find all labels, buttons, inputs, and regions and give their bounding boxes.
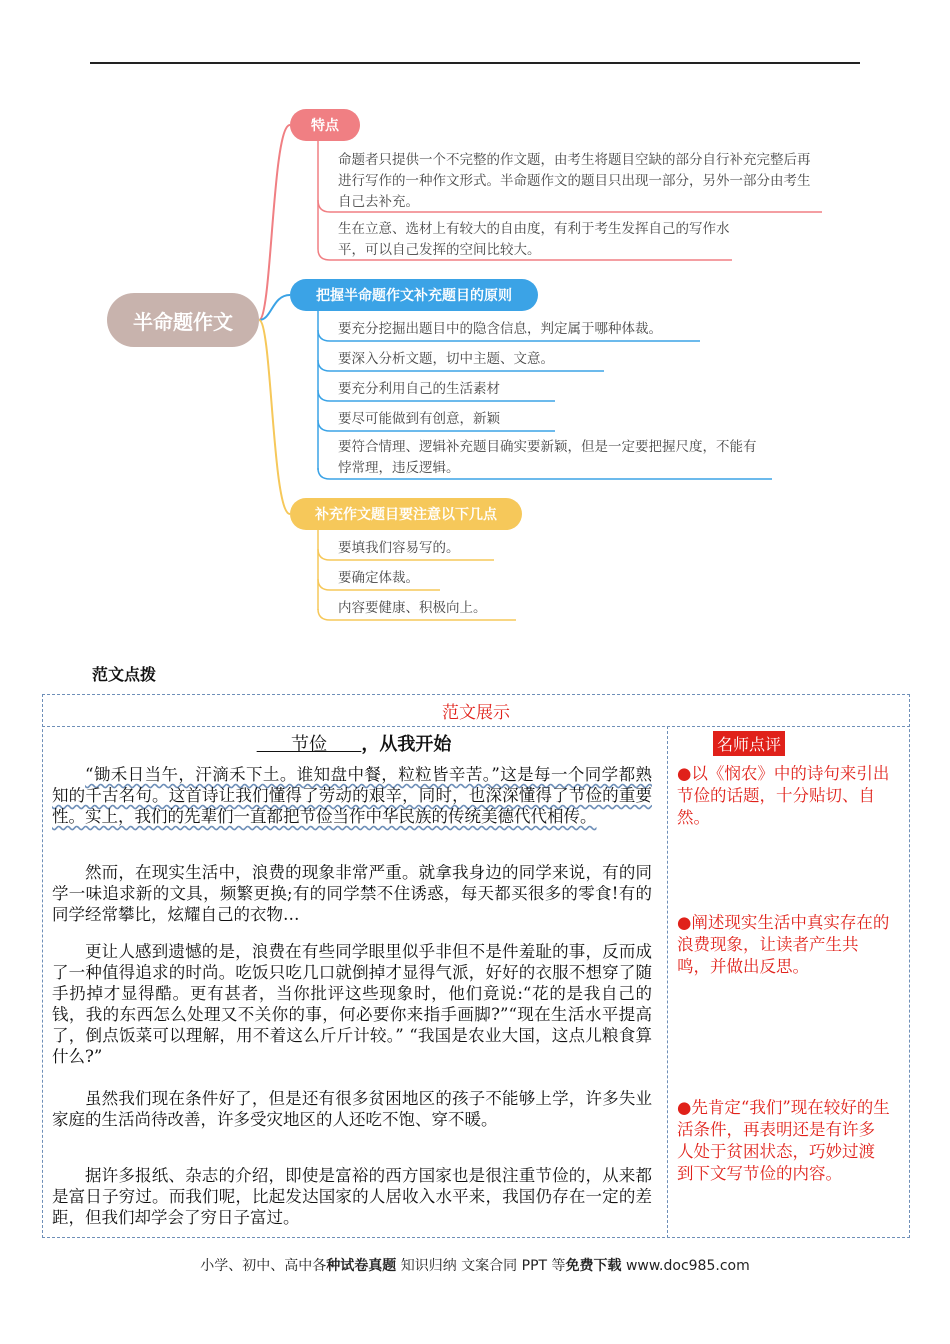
mindmap-leaf: 要充分挖掘出题目中的隐含信息，判定属于哪种体裁。	[338, 321, 662, 337]
mindmap-leaf: 要符合情理、逻辑补充题目确实要新颖，但是一定要把握尺度，不能有悖常理，违反逻辑。	[338, 439, 757, 476]
mindmap-leaf: 要深入分析文题，切中主题、文意。	[338, 351, 554, 367]
mindmap-leaf: 要确定体裁。	[338, 570, 419, 586]
teacher-comment: ●阐述现实生活中真实存在的浪费现象，让读者产生共鸣，并做出反思。	[677, 913, 890, 976]
teacher-comment: ●以《悯农》中的诗句来引出节俭的话题，十分贴切、自然。	[677, 764, 890, 827]
mindmap-branch-features: 特点	[290, 109, 360, 141]
essay-paragraph: 据许多报纸、杂志的介绍，即使是富裕的西方国家也是很注重节俭的，从来都是富日子穷过。而我们呢，比起发达国家的人居收入水平来，我国仍存在一定的差距，但我们却学会了穷日子富过。	[52, 1166, 652, 1227]
mindmap-branch-notes: 补充作文题目要注意以下几点	[290, 498, 522, 530]
essay-paragraph: 更让人感到遗憾的是，浪费在有些同学眼里似乎非但不是件羞耻的事，反而成了一种值得追求的时尚。吃饭只吃几口就倒掉才显得气派，好好的衣服不想穿了随手扔掉才显得酷。更有甚者，当你批评这些现象时，他们竟说:“花的是我自己的钱，我的东西怎么处理又不关你的事，何必要你来指手画脚?”“现在生活水平提高了，倒点饭菜可以理解，用不着这么斤斤计较。” “我国是农业大国，这点儿粮食算什么?”	[52, 942, 652, 1066]
mindmap-root: 半命题作文	[107, 293, 259, 347]
teacher-comment: ●先肯定“我们”现在较好的生活条件，再表明还是有许多人处于贫困状态，巧妙过渡到下文写节俭的内容。	[677, 1098, 890, 1183]
essay-paragraph: “锄禾日当午，汗滴禾下土。谁知盘中餐，粒粒皆辛苦。”这是每一个同学都熟知的千古名句。这首诗让我们懂得了劳动的艰辛，同时，也深深懂得了节俭的重要性。实上，我们的先辈们一直都把节俭当作中华民族的传统美德代代相传。	[52, 765, 652, 826]
mindmap-branch-principles: 把握半命题作文补充题目的原则	[290, 279, 538, 311]
essay-title-rest: ，从我开始	[361, 734, 452, 755]
essay-title	[48, 730, 660, 756]
teacher-comment-badge: 名师点评	[713, 731, 785, 756]
mindmap-leaf: 要尽可能做到有创意，新颖	[338, 411, 500, 427]
footer-link[interactable]: www.doc985.com	[621, 1258, 750, 1274]
table-column-divider	[667, 726, 668, 1238]
essay-paragraph: 然而，在现实生活中，浪费的现象非常严重。就拿我身边的同学来说，有的同学一味追求新的文具，频繁更换;有的同学禁不住诱惑，每天都买很多的零食!有的同学经常攀比，炫耀自己的衣物…	[52, 863, 652, 924]
mindmap-leaf: 内容要健康、积极向上。	[338, 600, 487, 616]
essay-paragraph: 虽然我们现在条件好了，但是还有很多贫困地区的孩子不能够上学，许多失业家庭的生活尚待改善，许多受灾地区的人还吃不饱、穿不暖。	[52, 1089, 652, 1129]
table-header-divider	[42, 726, 910, 727]
mindmap-leaf: 要填我们容易写的。	[338, 540, 460, 556]
table-header: 范文展示	[442, 703, 510, 723]
section-title: 范文点拨	[92, 665, 157, 684]
footer: 小学、初中、高中各种试卷真题 知识归纳 文案合同 PPT 等免费下载 www.doc985.com	[200, 1258, 750, 1274]
mindmap-leaf: 要充分利用自己的生活素材	[338, 381, 500, 397]
mindmap-leaf: 命题者只提供一个不完整的作文题，由考生将题目空缺的部分自行补充完整后再进行写作的一种作文形式。半命题作文的题目只出现一部分，另外一部分由考生自己去补充。	[338, 152, 811, 210]
essay-title-blank: 节俭	[291, 734, 327, 755]
mindmap-leaf: 生在立意、选材上有较大的自由度，有利于考生发挥自己的写作水平，可以自己发挥的空间比较大。	[338, 221, 730, 258]
